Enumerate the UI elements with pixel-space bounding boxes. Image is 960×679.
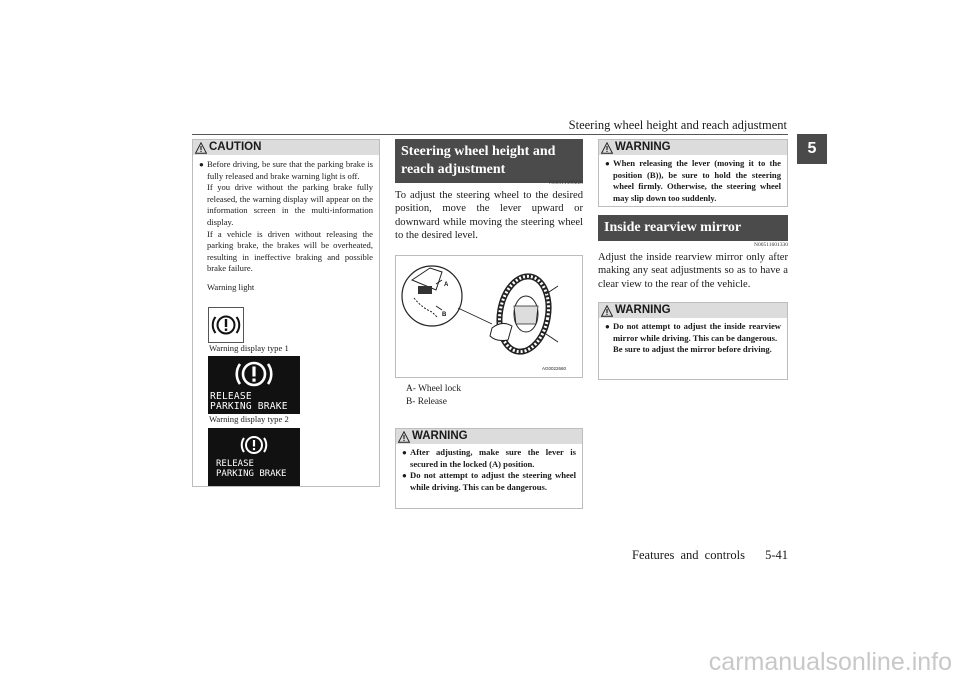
- warning-triangle-icon: [398, 431, 410, 443]
- display1-text: RELEASE PARKING BRAKE: [210, 391, 288, 412]
- warning-display-type1: [208, 356, 300, 414]
- release-warning-header: [599, 140, 787, 155]
- warning-triangle-icon: [601, 142, 613, 154]
- steering-warning-box: [395, 428, 583, 509]
- watermark-site: carmanualsonline.info: [708, 648, 952, 676]
- release-warning-body: [599, 155, 787, 207]
- figure-label-b: B: [442, 312, 447, 318]
- figure-code: AG0022660: [542, 366, 567, 371]
- caution-body: [193, 155, 379, 297]
- mirror-warning-item: ● Do not attempt to adjust the inside rearview mirror while driving. This can be dangerous.: [605, 321, 781, 343]
- bullet-icon: ●: [605, 322, 610, 331]
- steering-warning-label: WARNING: [412, 430, 468, 442]
- caution-bullet-text: Before driving, be sure that the parking brake is fully released and brake warning light is off.: [207, 159, 373, 181]
- bullet-icon: ●: [605, 159, 610, 168]
- display1-label: Warning display type 1: [209, 343, 289, 353]
- mirror-warning-box: [598, 302, 788, 380]
- bullet-icon: ●: [199, 160, 204, 169]
- bullet-icon: ●: [402, 448, 407, 457]
- warning-light-icon-frame: [208, 307, 244, 343]
- caution-para-1: If you drive without the parking brake fully released, the warning display will appear on the information screen in the multi-information display.: [207, 182, 373, 227]
- warning-light-label: Warning light: [207, 281, 255, 292]
- mirror-warning-header: [599, 303, 787, 318]
- display2-text: RELEASE PARKING BRAKE: [216, 459, 287, 479]
- caution-bullet: [199, 159, 373, 182]
- section-heading-mirror: Inside rearview mirror: [598, 215, 788, 241]
- footer-section: Features and controls: [632, 548, 745, 562]
- mirror-body: Adjust the inside rearview mirror only after making any seat adjustments so as to have a clear view to the rear of the vehicle.: [598, 252, 788, 290]
- mirror-warning-label: WARNING: [615, 304, 671, 316]
- header-rule: [192, 134, 788, 135]
- footer-page: 5-41: [765, 548, 788, 562]
- brake-warning-icon-white-small: [208, 428, 300, 458]
- release-warning-label: WARNING: [615, 141, 671, 153]
- warning-display-type2: [208, 428, 300, 486]
- caution-header: [193, 140, 379, 155]
- chapter-tab: 5: [797, 134, 827, 164]
- mirror-code: N00511601330: [753, 242, 788, 248]
- brake-warning-icon-white: [208, 356, 300, 392]
- caption-b: B- Release: [406, 397, 447, 407]
- steering-body: To adjust the steering wheel to the desired position, move the lever upward or downward while moving the steering wheel to the desired level.: [395, 190, 583, 242]
- display2-label: Warning display type 2: [209, 414, 289, 424]
- steering-adjust-illustration: [396, 256, 582, 377]
- caution-para-2: If a vehicle is driven without releasing the parking brake, the brakes will be overheated, resulting in ineffective braking and possible brake failure.: [207, 228, 373, 274]
- caption-a: A- Wheel lock: [406, 384, 462, 394]
- page-header-title: Steering wheel height and reach adjustment: [568, 118, 787, 132]
- brake-warning-icon: [209, 308, 243, 342]
- warning-triangle-icon: [601, 305, 613, 317]
- warning-triangle-icon: [195, 142, 207, 154]
- steering-figure: [395, 255, 583, 378]
- mirror-warning-body: [599, 318, 787, 359]
- steering-code: N00511500228: [548, 180, 583, 186]
- mirror-warning-extra: Be sure to adjust the mirror before driving.: [613, 344, 772, 355]
- page-footer: [560, 548, 788, 563]
- steering-warning-body: [396, 444, 582, 496]
- steering-warning-item-2: ● Do not attempt to adjust the steering wheel while driving. This can be dangerous.: [402, 470, 576, 492]
- release-warning-item: ● When releasing the lever (moving it to the position (B)), be sure to hold the steering wheel firmly. Otherwise, the steering wheel may slip down too suddenly.: [605, 158, 781, 203]
- bullet-icon: ●: [402, 471, 407, 481]
- steering-warning-header: [396, 429, 582, 444]
- release-warning-box: [598, 139, 788, 207]
- steering-warning-item-1: ● After adjusting, make sure the lever is secured in the locked (A) position.: [402, 447, 576, 469]
- figure-label-a: A: [444, 282, 449, 288]
- caution-label: CAUTION: [209, 141, 262, 153]
- section-heading-steering: Steering wheel height and reach adjustment: [395, 139, 583, 183]
